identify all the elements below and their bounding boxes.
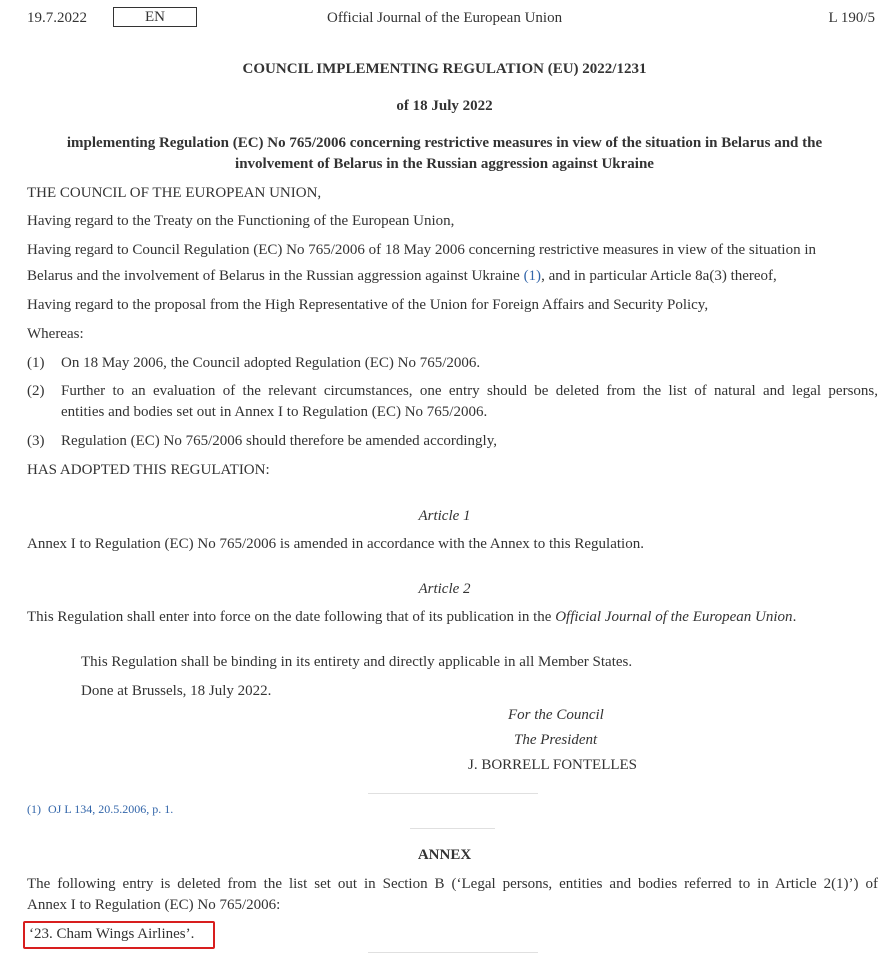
council-heading: THE COUNCIL OF THE EUROPEAN UNION, [27, 185, 322, 201]
citation-regulation-text: Belarus and the involvement of Belarus in the Russian aggression against Ukraine [27, 268, 524, 284]
journal-name: Official Journal of the European Union [327, 10, 563, 26]
regulation-subject-line2: involvement of Belarus in the Russian aggression against Ukraine [235, 156, 654, 172]
signatory-name: J. BORRELL FONTELLES [468, 757, 638, 773]
citation-regulation-tail: , and in particular Article 8a(3) thereof, [541, 268, 777, 284]
divider [410, 828, 495, 829]
deleted-entry: ‘23. Cham Wings Airlines’. [29, 926, 195, 942]
journal-title-italic: Official Journal of the European Union [555, 609, 793, 625]
article-2-text-end: . [792, 609, 797, 625]
recital-text: Regulation (EC) No 765/2006 should therefore be amended accordingly, [61, 433, 497, 449]
regulation-subject-line1: implementing Regulation (EC) No 765/2006 concerning restrictive measures in view of the situation in Belarus and the [66, 135, 823, 151]
recital-number: (3) [27, 433, 45, 449]
article-2-text-start: This Regulation shall enter into force on the date following that of its publication in the [27, 609, 556, 625]
recital-text: Further to an evaluation of the relevant circumstances, one entry should be deleted from the list of natural and legal persons, [61, 383, 878, 399]
annex-text-line2: Annex I to Regulation (EC) No 765/2006: [27, 897, 281, 913]
done-at-statement: Done at Brussels, 18 July 2022. [81, 683, 272, 699]
article-1-heading: Article 1 [418, 508, 471, 524]
publication-date: 19.7.2022 [27, 10, 87, 26]
recital-number: (1) [27, 355, 45, 371]
regulation-date: of 18 July 2022 [396, 98, 493, 114]
recital-number: (2) [27, 383, 45, 399]
signatory-title: The President [514, 732, 598, 748]
binding-statement: This Regulation shall be binding in its entirety and directly applicable in all Member States. [81, 654, 633, 670]
citation-proposal: Having regard to the proposal from the High Representative of the Union for Foreign Affairs and Security Policy, [27, 297, 709, 313]
article-2-text [27, 609, 796, 626]
footnote-marker-link[interactable]: (1) [27, 802, 41, 816]
article-2-heading: Article 2 [418, 581, 471, 597]
recital-text: On 18 May 2006, the Council adopted Regulation (EC) No 765/2006. [61, 355, 481, 371]
footnote-link[interactable]: (1) [523, 268, 542, 284]
citation-regulation-line1: Having regard to Council Regulation (EC) No 765/2006 of 18 May 2006 concerning restrictive measures in view of the situation in [27, 242, 816, 258]
annex-heading: ANNEX [417, 847, 472, 863]
regulation-title: COUNCIL IMPLEMENTING REGULATION (EU) 2022/1231 [242, 61, 647, 77]
recital-text-continued: entities and bodies set out in Annex I to Regulation (EC) No 765/2006. [61, 404, 488, 420]
article-1-text: Annex I to Regulation (EC) No 765/2006 is amended in accordance with the Annex to this Regulation. [27, 536, 644, 552]
annex-text-line1: The following entry is deleted from the list set out in Section B (‘Legal persons, entities and bodies referred to in Article 2(1)’) of [27, 876, 878, 892]
citation-treaty: Having regard to the Treaty on the Functioning of the European Union, [27, 213, 455, 229]
language-selector[interactable]: EN [113, 7, 197, 27]
footnote [27, 802, 173, 817]
footnote-reference-link[interactable]: OJ L 134, 20.5.2006, p. 1. [48, 802, 174, 816]
citation-regulation-line2 [27, 268, 777, 285]
divider [368, 793, 538, 794]
signatory-for: For the Council [508, 707, 604, 723]
divider [368, 952, 538, 953]
entry-highlight-box [23, 921, 215, 949]
page-reference: L 190/5 [828, 10, 875, 26]
document-header [0, 10, 889, 30]
whereas-label: Whereas: [27, 326, 84, 342]
adoption-statement: HAS ADOPTED THIS REGULATION: [27, 462, 270, 478]
